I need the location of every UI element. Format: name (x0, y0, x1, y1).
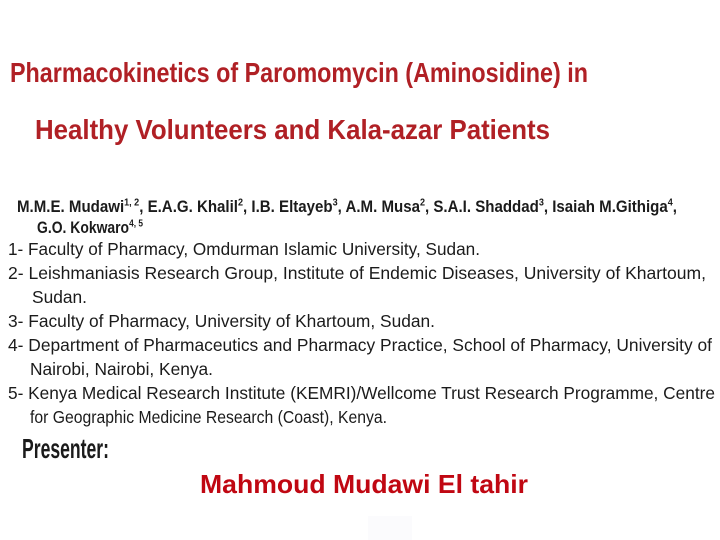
author-affil-sup: 4, 5 (129, 218, 143, 230)
author-affil-sup: 4 (667, 197, 673, 209)
author-separator: , (672, 197, 677, 216)
author-name: , Isaiah M.Githiga (543, 197, 668, 216)
author-name: M.M.E. Mudawi (17, 197, 125, 216)
author-list-line-1 (17, 197, 677, 216)
author-name: , A.M. Musa (337, 197, 420, 216)
affiliation-2: 2- Leishmaniasis Research Group, Institute of Endemic Diseases, University of Khartoum, (8, 263, 706, 283)
slide-title-line-1: Pharmacokinetics of Paromomycin (Aminosidine) in (10, 57, 588, 88)
author-name: G.O. Kokwaro (37, 218, 130, 237)
affiliation-2-continued: Sudan. (32, 287, 87, 307)
author-affil-sup: 2 (419, 197, 425, 209)
slide-title-line-2: Healthy Volunteers and Kala-azar Patients (35, 114, 550, 145)
affiliation-5: 5- Kenya Medical Research Institute (KEMRI)/Wellcome Trust Research Programme, Centre (8, 383, 715, 403)
author-affil-sup: 3 (332, 197, 338, 209)
affiliation-4: 4- Department of Pharmaceutics and Pharmacy Practice, School of Pharmacy, University of (8, 335, 712, 355)
author-affil-sup: 3 (538, 197, 544, 209)
presenter-name: Mahmoud Mudawi El tahir (200, 469, 528, 499)
affiliation-1: 1- Faculty of Pharmacy, Omdurman Islamic University, Sudan. (8, 239, 480, 259)
footer-placeholder (368, 516, 412, 540)
affiliation-3: 3- Faculty of Pharmacy, University of Khartoum, Sudan. (8, 311, 435, 331)
presenter-label: Presenter: (22, 433, 109, 464)
affiliation-5-continued: for Geographic Medicine Research (Coast), Kenya. (30, 407, 387, 427)
author-affil-sup: 2 (237, 197, 244, 209)
affiliation-4-continued: Nairobi, Nairobi, Kenya. (30, 359, 213, 379)
author-name: , I.B. Eltayeb (243, 197, 333, 216)
author-name: , S.A.I. Shaddad (424, 197, 539, 216)
author-list-line-2 (37, 218, 143, 237)
author-name: , E.A.G. Khalil (139, 197, 238, 216)
author-affil-sup: 1, 2 (124, 197, 140, 209)
